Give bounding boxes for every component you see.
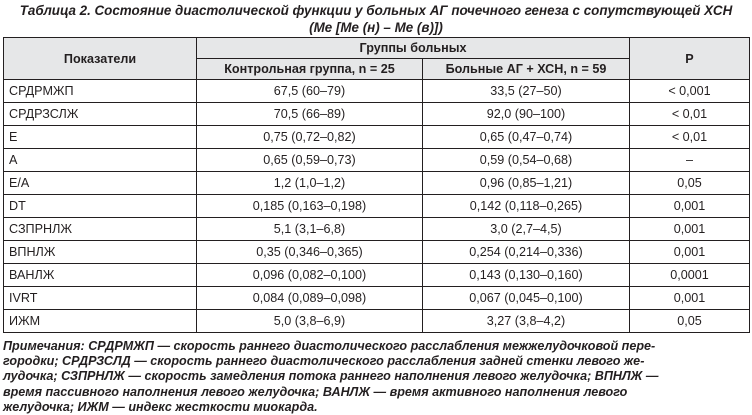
row-indicator-cell: ВПНЛЖ — [4, 241, 197, 264]
row-p-value-cell: < 0,01 — [630, 126, 750, 149]
row-patients-cell: 0,254 (0,214–0,336) — [423, 241, 630, 264]
row-control-cell: 0,65 (0,59–0,73) — [197, 149, 423, 172]
header-control-group: Контрольная группа, n = 25 — [197, 59, 423, 80]
notes-line-4: время пассивного наполнения левого желудочка; ВАНЛЖ — время активного наполнения левого — [3, 384, 628, 399]
header-p-value: Р — [630, 38, 750, 80]
row-control-cell: 0,096 (0,082–0,100) — [197, 264, 423, 287]
table-title-line-1: Таблица 2. Состояние диастолической функции у больных АГ почечного генеза с сопутствующей ХСН — [19, 3, 733, 18]
row-patients-cell: 3,0 (2,7–4,5) — [423, 218, 630, 241]
diastolic-function-table — [3, 37, 750, 333]
row-p-value-cell: 0,001 — [630, 241, 750, 264]
row-p-value-cell: < 0,01 — [630, 103, 750, 126]
header-patients-group: Больные АГ + ХСН, n = 59 — [423, 59, 630, 80]
row-indicator-cell: IVRT — [4, 287, 197, 310]
row-patients-cell: 33,5 (27–50) — [423, 80, 630, 103]
table-row — [4, 264, 750, 287]
notes-line-2: городки; СРДРЗСЛД — скорость раннего диастолического расслабления задней стенки левого же- — [3, 354, 645, 369]
notes-line-1: Примечания: СРДРМЖП — скорость раннего диастолического расслабления межжелудочковой пере- — [3, 339, 656, 353]
row-patients-cell: 3,27 (3,8–4,2) — [423, 310, 630, 333]
table-row — [4, 310, 750, 333]
row-control-cell: 5,0 (3,8–6,9) — [197, 310, 423, 333]
notes-line-3: лудочка; СЗПРНЛЖ — скорость замедления потока раннего наполнения левого желудочка; ВПНЛЖ — — [3, 369, 659, 384]
data-table-container — [3, 37, 749, 335]
table-notes — [3, 339, 749, 415]
row-p-value-cell: 0,05 — [630, 172, 750, 195]
row-indicator-cell: СРДРМЖП — [4, 80, 197, 103]
row-p-value-cell: 0,05 — [630, 310, 750, 333]
row-control-cell: 0,084 (0,089–0,098) — [197, 287, 423, 310]
table-body — [4, 80, 750, 333]
table-row — [4, 241, 750, 264]
row-patients-cell: 0,65 (0,47–0,74) — [423, 126, 630, 149]
table-row — [4, 172, 750, 195]
row-control-cell: 70,5 (66–89) — [197, 103, 423, 126]
table-row — [4, 103, 750, 126]
row-indicator-cell: DT — [4, 195, 197, 218]
row-indicator-cell: E — [4, 126, 197, 149]
table-title — [0, 2, 752, 36]
row-indicator-cell: E/A — [4, 172, 197, 195]
row-control-cell: 0,185 (0,163–0,198) — [197, 195, 423, 218]
table-row — [4, 218, 750, 241]
table-row — [4, 126, 750, 149]
table-row — [4, 149, 750, 172]
row-indicator-cell: ИЖМ — [4, 310, 197, 333]
row-control-cell: 1,2 (1,0–1,2) — [197, 172, 423, 195]
row-patients-cell: 0,067 (0,045–0,100) — [423, 287, 630, 310]
row-patients-cell: 0,59 (0,54–0,68) — [423, 149, 630, 172]
row-indicator-cell: ВАНЛЖ — [4, 264, 197, 287]
row-p-value-cell: < 0,001 — [630, 80, 750, 103]
header-groups: Группы больных — [197, 38, 630, 59]
row-control-cell: 0,75 (0,72–0,82) — [197, 126, 423, 149]
row-control-cell: 5,1 (3,1–6,8) — [197, 218, 423, 241]
row-p-value-cell: – — [630, 149, 750, 172]
table-row — [4, 287, 750, 310]
row-control-cell: 67,5 (60–79) — [197, 80, 423, 103]
row-patients-cell: 92,0 (90–100) — [423, 103, 630, 126]
row-indicator-cell: СРДРЗСЛЖ — [4, 103, 197, 126]
row-control-cell: 0,35 (0,346–0,365) — [197, 241, 423, 264]
table-title-line-2: (Ме [Ме (н) – Ме (в)]) — [309, 20, 443, 35]
row-patients-cell: 0,96 (0,85–1,21) — [423, 172, 630, 195]
row-indicator-cell: СЗПРНЛЖ — [4, 218, 197, 241]
row-p-value-cell: 0,0001 — [630, 264, 750, 287]
row-patients-cell: 0,142 (0,118–0,265) — [423, 195, 630, 218]
header-indicators: Показатели — [4, 38, 197, 80]
row-p-value-cell: 0,001 — [630, 287, 750, 310]
row-p-value-cell: 0,001 — [630, 195, 750, 218]
row-indicator-cell: A — [4, 149, 197, 172]
notes-line-5: желудочка; ИЖМ — индекс жесткости миокарда. — [3, 399, 318, 414]
row-patients-cell: 0,143 (0,130–0,160) — [423, 264, 630, 287]
table-row — [4, 80, 750, 103]
table-row — [4, 195, 750, 218]
row-p-value-cell: 0,001 — [630, 218, 750, 241]
